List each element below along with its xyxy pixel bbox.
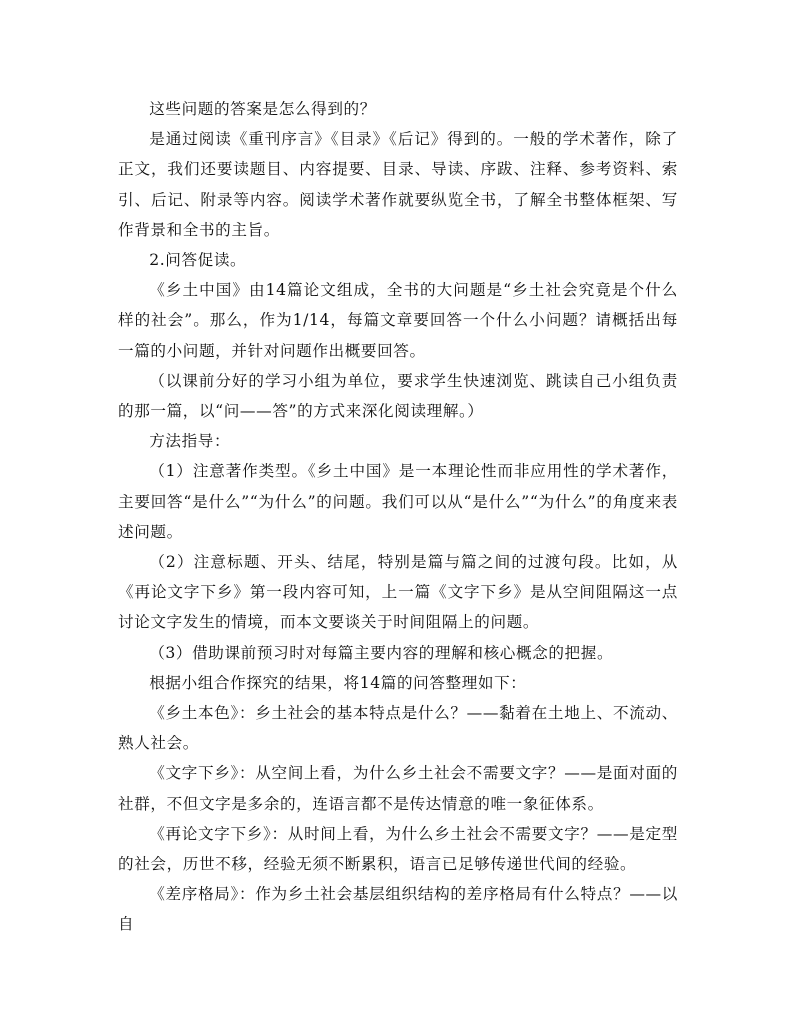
- paragraph-question-intro: 这些问题的答案是怎么得到的？: [149, 100, 376, 118]
- paragraph-method-1: （1）注意著作类型。《乡土中国》是一本理论性而非应用性的学术著作，主要回答“是什么”“为什么”的问题。我们可以从“是什么”“为什么”的角度来表述问题。: [118, 462, 678, 541]
- paragraph-book-overview: 《乡土中国》由14篇论文组成，全书的大问题是“乡土社会究竟是个什么样的社会”。那么，作为1/14，每篇文章要回答一个什么小问题？请概括出每一篇的小问题，并针对问题作出概要回答。: [118, 281, 678, 360]
- section-heading-qa: 2.问答促读。: [149, 251, 247, 270]
- paragraph-chapter-wenzi-xiaxiang: 《文字下乡》：从空间上看，为什么乡土社会不需要文字？——是面对面的社群，不但文字是多余的，连语言都不是传达情意的唯一象征体系。: [118, 764, 678, 813]
- paragraph-summary-intro: 根据小组合作探究的结果，将14篇的问答整理如下：: [149, 673, 527, 692]
- paragraph-chapter-zailun-wenzi: 《再论文字下乡》：从时间上看，为什么乡土社会不需要文字？——是定型的社会，历世不移，经验无须不断累积，语言已足够传递世代间的经验。: [118, 824, 678, 874]
- paragraph-method-title: 方法指导：: [149, 432, 231, 451]
- paragraph-reading-answer: 是通过阅读《重刊序言》《目录》《后记》得到的。一般的学术著作，除了正文，我们还要读题目、内容提要、目录、导读、序跋、注释、参考资料、索引、后记、附录等内容。阅读学术著作就要纵览全书，了解全书整体框架、写作背景和全书的主旨。: [118, 130, 678, 239]
- document-body: [118, 94, 678, 940]
- paragraph-group-instruction: （以课前分好的学习小组为单位，要求学生快速浏览、跳读自己小组负责的那一篇，以“问——答”的方式来深化阅读理解。）: [118, 371, 678, 421]
- paragraph-chapter-xiangtu-bense: 《乡土本色》：乡土社会的基本特点是什么？——黏着在土地上、不流动、熟人社会。: [118, 704, 678, 753]
- paragraph-method-3: （3）借助课前预习时对每篇主要内容的理解和核心概念的把握。: [149, 643, 614, 662]
- paragraph-method-2: （2）注意标题、开头、结尾，特别是篇与篇之间的过渡句段。比如，从《再论文字下乡》第一段内容可知，上一篇《文字下乡》是从空间阻隔这一点讨论文字发生的情境，而本文要谈关于时间阻隔上的问题。: [118, 553, 678, 632]
- paragraph-chapter-chaxu-geju: 《差序格局》：作为乡土社会基层组织结构的差序格局有什么特点？——以自: [118, 885, 678, 934]
